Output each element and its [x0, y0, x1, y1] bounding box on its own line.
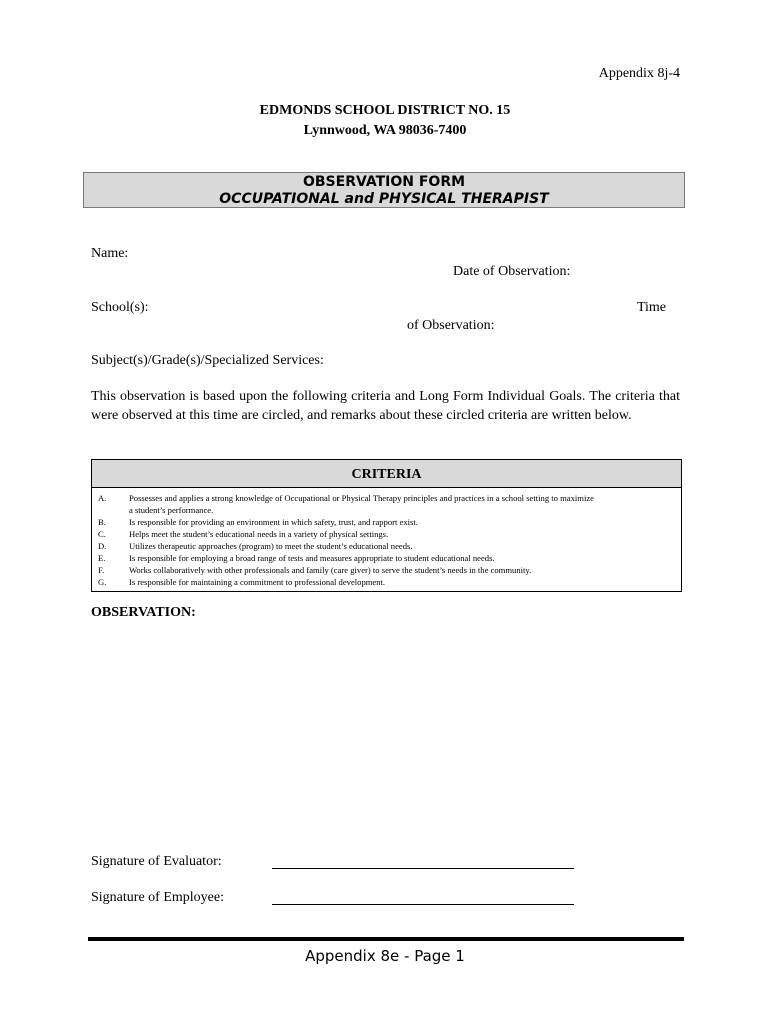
criteria-text: Is responsible for maintaining a commitment to professional development.: [129, 577, 386, 587]
form-title-box: [83, 172, 685, 208]
form-subtitle: OCCUPATIONAL and PHYSICAL THERAPIST: [219, 191, 549, 207]
criteria-letter: F.: [98, 565, 105, 575]
schools-label: School(s):: [91, 300, 149, 315]
criteria-heading: CRITERIA: [92, 460, 681, 488]
criteria-letter: C.: [98, 529, 106, 539]
criteria-letter: D.: [98, 541, 107, 551]
time-of-observation-label: of Observation:: [407, 318, 495, 333]
criteria-item: [92, 552, 681, 564]
subject-grade-services-label: Subject(s)/Grade(s)/Specialized Services:: [91, 353, 324, 368]
signature-evaluator-label: Signature of Evaluator:: [91, 854, 222, 869]
criteria-item: [92, 492, 681, 516]
appendix-label: Appendix 8j-4: [598, 66, 680, 81]
date-of-observation-label: Date of Observation:: [453, 264, 571, 279]
signature-evaluator-line[interactable]: [272, 868, 574, 869]
criteria-letter: G.: [98, 577, 107, 587]
criteria-list: [92, 488, 681, 588]
criteria-letter: B.: [98, 517, 106, 527]
criteria-item: [92, 540, 681, 552]
name-label: Name:: [91, 246, 129, 261]
criteria-item: [92, 564, 681, 576]
criteria-item: [92, 516, 681, 528]
district-name: EDMONDS SCHOOL DISTRICT NO. 15: [259, 103, 511, 118]
criteria-text: Helps meet the student’s educational needs in a variety of physical settings.: [129, 529, 389, 539]
criteria-text: Utilizes therapeutic approaches (program) to meet the student’s educational needs.: [129, 541, 413, 551]
footer-divider: [88, 937, 684, 941]
criteria-text: Is responsible for providing an environment in which safety, trust, and rapport exist.: [129, 517, 418, 527]
criteria-text: Works collaboratively with other professionals and family (care giver) to serve the student’s needs in the community.: [129, 565, 532, 575]
criteria-text: Is responsible for employing a broad range of tests and measures appropriate to student educational needs.: [129, 553, 495, 563]
district-header: [0, 101, 770, 141]
criteria-item: [92, 576, 681, 588]
criteria-letter: E.: [98, 553, 106, 563]
time-label: Time: [636, 300, 666, 315]
form-title: OBSERVATION FORM: [302, 174, 466, 190]
footer-page-label: Appendix 8e - Page 1: [305, 947, 465, 965]
criteria-text: Possesses and applies a strong knowledge of Occupational or Physical Therapy principles and practices in a school setting to maximize a student’s performance.: [129, 493, 594, 515]
criteria-letter: A.: [98, 493, 107, 503]
signature-employee-line[interactable]: [272, 904, 574, 905]
criteria-box: [91, 459, 682, 592]
criteria-item: [92, 528, 681, 540]
observation-heading: OBSERVATION:: [91, 605, 196, 620]
district-address: Lynnwood, WA 98036-7400: [303, 123, 467, 138]
signature-employee-label: Signature of Employee:: [91, 890, 224, 905]
intro-paragraph: This observation is based upon the following criteria and Long Form Individual Goals. The criteria that were observed at this time are circled, and remarks about these circled criteria are written below.: [91, 389, 680, 423]
